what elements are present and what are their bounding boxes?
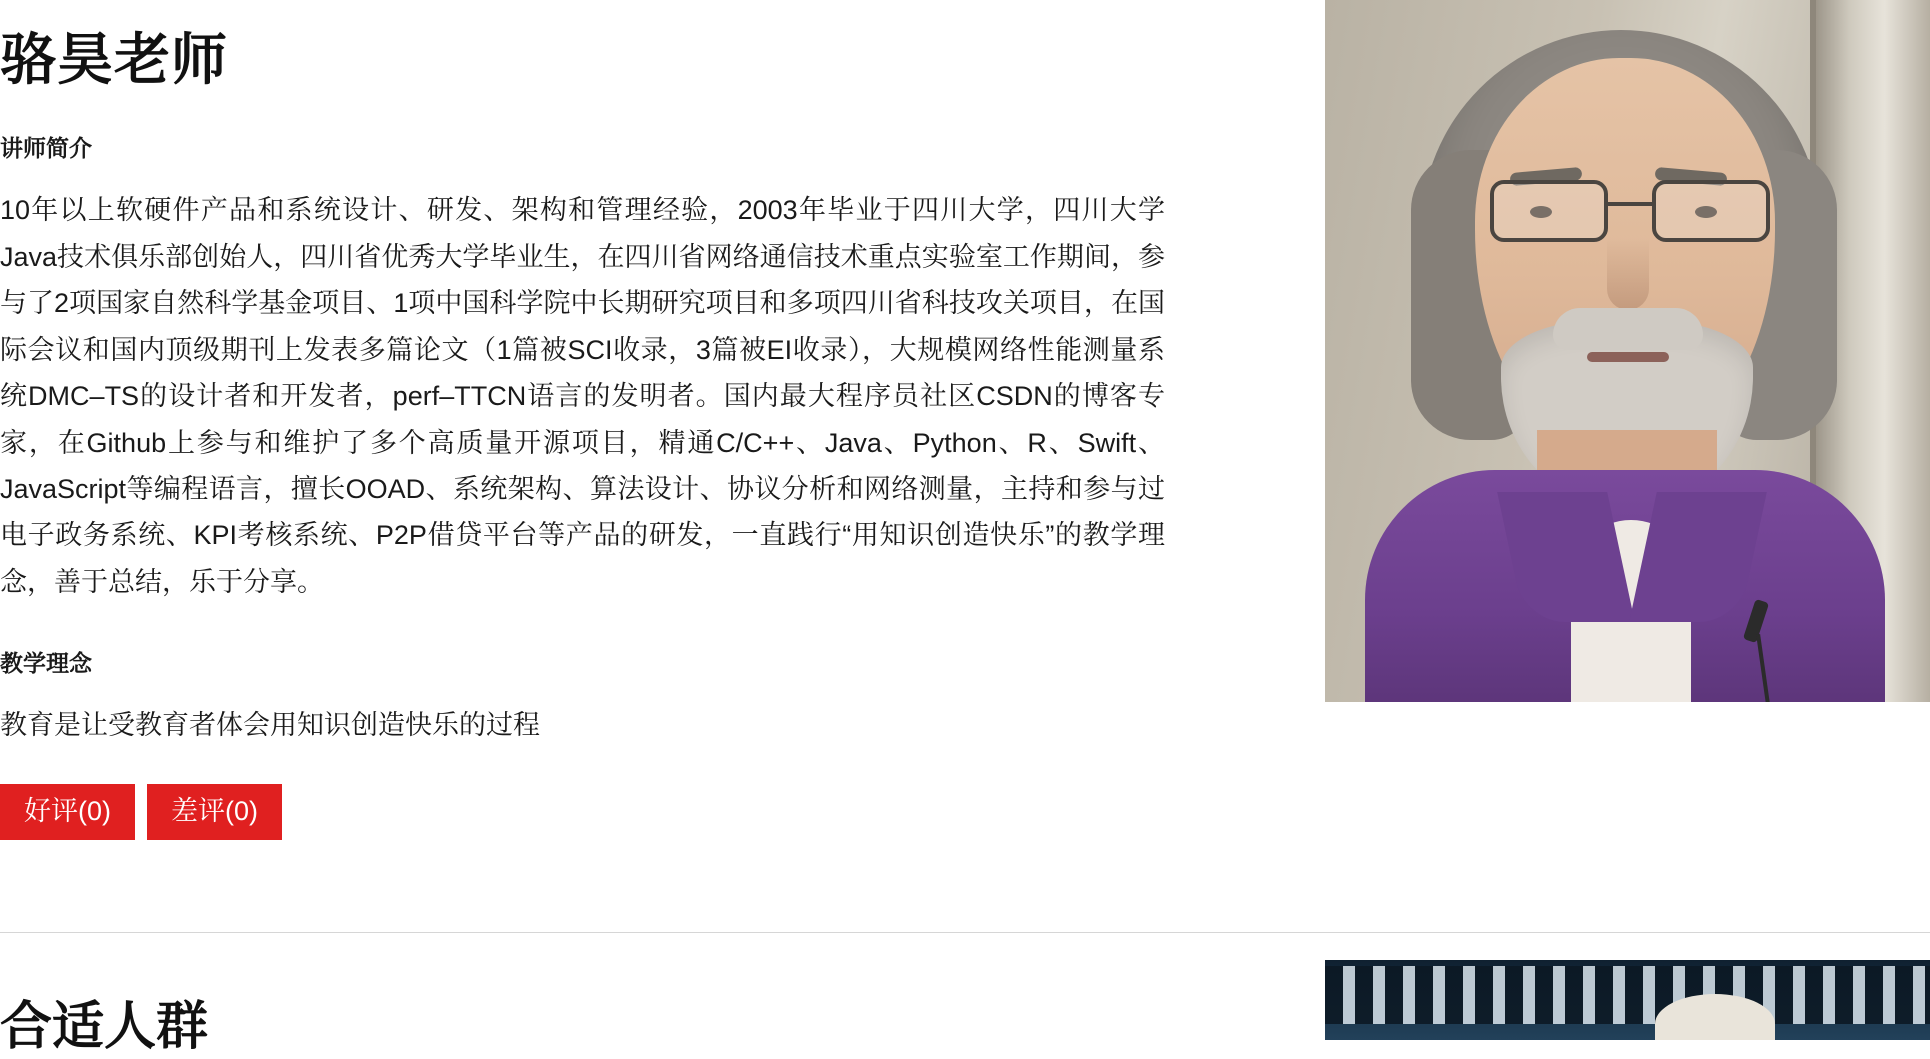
thumbnail-film-strip xyxy=(1325,966,1930,1024)
portrait-glasses-bridge xyxy=(1608,202,1652,206)
teaching-philosophy-text: 教育是让受教育者体会用知识创造快乐的过程 xyxy=(0,710,540,741)
dislike-button[interactable]: 差评(0) xyxy=(147,784,282,840)
portrait-mustache xyxy=(1553,308,1703,350)
teaching-philosophy-heading: 教学理念 xyxy=(0,650,92,677)
page-title: 骆昊老师 xyxy=(0,28,228,91)
portrait-mouth xyxy=(1587,352,1669,362)
instructor-bio-text: 10年以上软硬件产品和系统设计、研发、架构和管理经验，2003年毕业于四川大学，四川大学Java技术俱乐部创始人，四川省优秀大学毕业生，在四川省网络通信技术重点实验室工作期间，参与了2项国家自然科学基金项目、1项中国科学院中长期研究项目和多项四川省科技攻关项目，在国际会议和国内顶级期刊上发表多篇论文（1篇被SCI收录，3篇被EI收录），大规模网络性能测量系统DMC–TS的设计者和开发者，perf–TTCN语言的发明者。国内最大程序员社区CSDN的博客专家，在Github上参与和维护了多个高质量开源项目，精通C/C++、Java、Python、R、Swift、JavaScript等编程语言，擅长OOAD、系统架构、算法设计、协议分析和网络测量，主持和参与过电子政务系统、KPI考核系统、P2P借贷平台等产品的研发，一直践行“用知识创造快乐”的教学理念，善于总结，乐于分享。 xyxy=(0,195,1165,597)
portrait-nose xyxy=(1607,238,1649,310)
like-button[interactable]: 好评(0) xyxy=(0,784,135,840)
section-divider xyxy=(0,932,1930,933)
course-thumbnail-image xyxy=(1325,960,1930,1040)
portrait-lens-left xyxy=(1490,180,1608,242)
audience-section-title: 合适人群 xyxy=(0,998,209,1056)
instructor-portrait-image xyxy=(1325,0,1930,702)
audience-section xyxy=(0,960,1930,1056)
rating-buttons-row xyxy=(0,784,1170,840)
instructor-text-column xyxy=(0,0,1180,840)
portrait-glasses xyxy=(1490,180,1770,246)
instructor-intro-heading: 讲师简介 xyxy=(0,135,92,162)
portrait-lens-right xyxy=(1652,180,1770,242)
